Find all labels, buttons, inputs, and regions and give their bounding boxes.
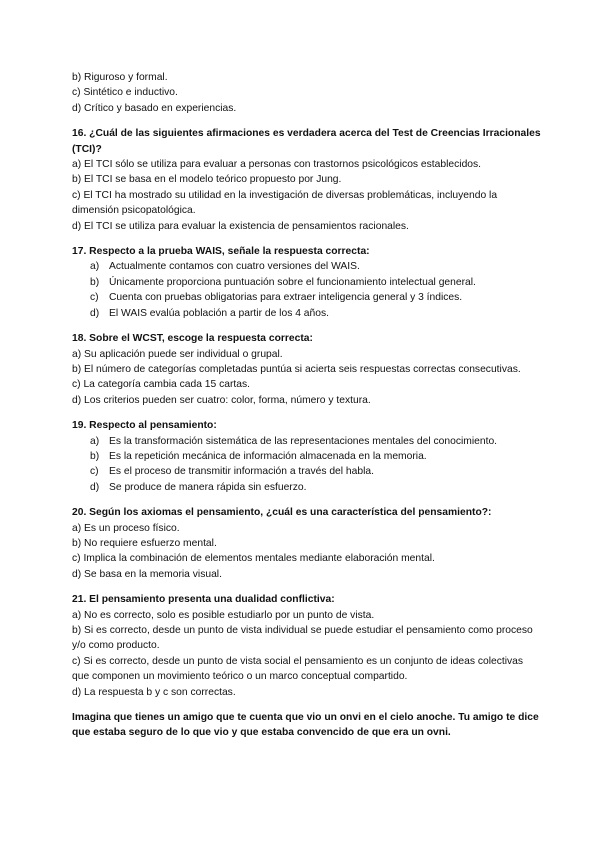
option-c: [72, 290, 542, 305]
option-a: [72, 434, 542, 449]
option-b: b) El número de categorías completadas puntúa si acierta seis respuestas correctas consecutivas.: [72, 363, 521, 375]
option-a: a) Su aplicación puede ser individual o grupal.: [72, 348, 283, 360]
option-b: [72, 449, 542, 464]
option-letter: a): [90, 261, 100, 273]
option-a: [72, 259, 542, 274]
option-a: a) El TCI sólo se utiliza para evaluar a personas con trastornos psicológicos establecidos.: [72, 159, 482, 171]
option-b: [72, 275, 542, 290]
question-21-title: 21. El pensamiento presenta una dualidad conflictiva:: [72, 594, 335, 606]
document-page: [72, 70, 542, 741]
option-text: El WAIS evalúa población a partir de los 4 años.: [109, 307, 329, 319]
option-letter: c): [90, 292, 99, 304]
option-text: Se produce de manera rápida sin esfuerzo.: [109, 481, 307, 493]
option-c: c) Si es correcto, desde un punto de vista social el pensamiento es un conjunto de ideas colectivas que componen un movimiento teórico o un marco conceptual compartido.: [72, 655, 524, 683]
closing-paragraph: Imagina que tienes un amigo que te cuenta que vio un onvi en el cielo anoche. Tu amigo te dice que estaba seguro de lo que vio y que estaba convencido de que era un ovni.: [72, 712, 539, 739]
option-c: c) Sintético e inductivo.: [72, 87, 178, 99]
option-letter: d): [90, 307, 100, 319]
option-d: [72, 480, 542, 495]
option-text: Únicamente proporciona puntuación sobre el funcionamiento intelectual general.: [109, 276, 476, 288]
option-letter: c): [90, 466, 99, 478]
question-18-title: 18. Sobre el WCST, escoge la respuesta correcta:: [72, 333, 313, 345]
question-18: [72, 331, 542, 408]
question-19-title: 19. Respecto al pensamiento:: [72, 420, 217, 432]
option-text: Cuenta con pruebas obligatorias para extraer inteligencia general y 3 índices.: [109, 292, 463, 304]
option-c: [72, 464, 542, 479]
option-d: d) El TCI se utiliza para evaluar la existencia de pensamientos racionales.: [72, 220, 409, 232]
option-text: Es el proceso de transmitir información a través del habla.: [109, 466, 374, 478]
option-text: Actualmente contamos con cuatro versiones del WAIS.: [109, 261, 360, 273]
prev-question-options: [72, 70, 542, 116]
option-letter: b): [90, 450, 100, 462]
question-19: [72, 418, 542, 495]
question-17: [72, 244, 542, 321]
option-c: c) El TCI ha mostrado su utilidad en la investigación de diversas problemáticas, incluyendo la dimensión psicopatológica.: [72, 189, 498, 217]
option-letter: d): [90, 481, 100, 493]
option-d: d) La respuesta b y c son correctas.: [72, 686, 236, 698]
option-d: d) Crítico y basado en experiencias.: [72, 102, 237, 114]
question-20-title: 20. Según los axiomas el pensamiento, ¿cuál es una característica del pensamiento?:: [72, 507, 492, 519]
question-17-title: 17. Respecto a la prueba WAIS, señale la respuesta correcta:: [72, 246, 370, 258]
question-16: [72, 126, 542, 234]
question-21: [72, 592, 542, 700]
option-b: b) El TCI se basa en el modelo teórico propuesto por Jung.: [72, 174, 342, 186]
question-16-title: 16. ¿Cuál de las siguientes afirmaciones es verdadera acerca del Test de Creencias Irracionales (TCI)?: [72, 128, 541, 155]
option-b: b) No requiere esfuerzo mental.: [72, 537, 217, 549]
option-b: b) Riguroso y formal.: [72, 72, 168, 83]
option-a: a) No es correcto, solo es posible estudiarlo por un punto de vista.: [72, 609, 375, 621]
option-letter: a): [90, 435, 100, 447]
option-d: d) Los criterios pueden ser cuatro: color, forma, número y textura.: [72, 394, 371, 406]
option-d: [72, 306, 542, 321]
option-letter: b): [90, 276, 100, 288]
option-c: c) La categoría cambia cada 15 cartas.: [72, 379, 251, 391]
option-text: Es la repetición mecánica de información almacenada en la memoria.: [109, 450, 427, 462]
option-d: d) Se basa en la memoria visual.: [72, 568, 222, 580]
question-20: [72, 505, 542, 582]
option-text: Es la transformación sistemática de las representaciones mentales del conocimiento.: [109, 435, 498, 447]
option-b: b) Si es correcto, desde un punto de vista individual se puede estudiar el pensamiento como proceso y/o como producto.: [72, 625, 533, 652]
option-c: c) Implica la combinación de elementos mentales mediante elaboración mental.: [72, 553, 435, 565]
option-a: a) Es un proceso físico.: [72, 522, 180, 534]
